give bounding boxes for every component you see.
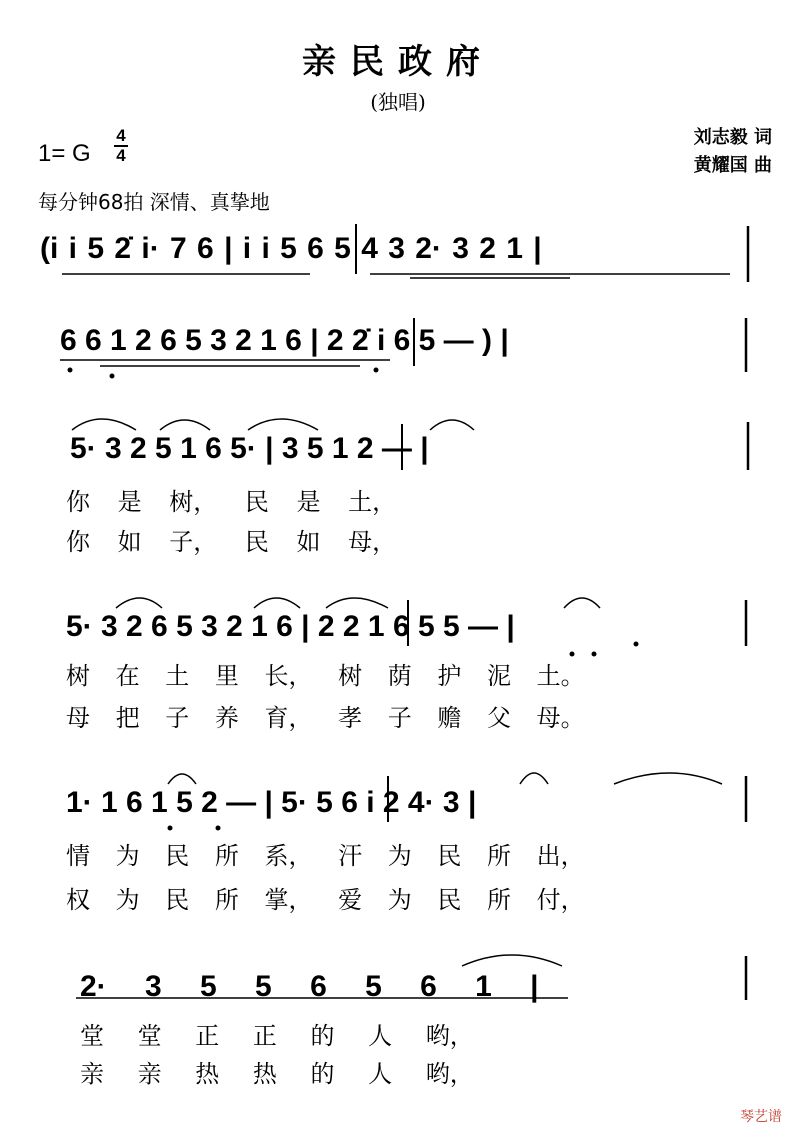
lyric-verse-2: 权 为 民 所 掌， 爱 为 民 所 付， bbox=[66, 886, 585, 914]
time-numerator: 4 bbox=[116, 126, 126, 145]
key-signature: 1= G bbox=[38, 140, 91, 167]
lyric-verse-2: 你 如 子， 民 如 母， bbox=[66, 528, 397, 556]
staff-system-5 bbox=[0, 756, 796, 876]
lyric-verse-1: 你 是 树， 民 是 土， bbox=[66, 488, 397, 516]
staff-system-6 bbox=[0, 940, 796, 1060]
notes-system-2: 6 6 1 2 6 5 3 2 1 6 | 2 2̇ i 6 5 — ) | bbox=[60, 324, 509, 357]
credits bbox=[612, 124, 772, 180]
tempo-marking: 每分钟68拍 深情、真挚地 bbox=[38, 190, 270, 214]
lyric-verse-1: 堂 堂 正 正 的 人 哟， bbox=[80, 1022, 474, 1050]
notes-system-4: 5· 3 2 6 5 3 2 1 6 | 2 2 1 6 5 5 — | bbox=[66, 610, 515, 643]
composer: 黄耀国 曲 bbox=[693, 155, 772, 176]
time-signature bbox=[114, 128, 128, 164]
lyric-verse-2: 母 把 子 养 育， 孝 子 赡 父 母。 bbox=[66, 704, 585, 732]
lyric-verse-1: 情 为 民 所 系， 汗 为 民 所 出， bbox=[66, 842, 585, 870]
staff-system-3 bbox=[0, 402, 796, 522]
lyricist: 刘志毅 词 bbox=[693, 127, 772, 148]
system-3-marks bbox=[0, 402, 796, 462]
time-denominator: 4 bbox=[116, 146, 126, 165]
lyric-verse-2: 亲 亲 热 热 的 人 哟， bbox=[80, 1060, 474, 1088]
song-subtitle: (独唱) bbox=[370, 90, 426, 114]
notes-system-1: (i i 5 2̇ i· 7 6 | i i 5 6 5 4 3 2· 3 2 1 | bbox=[40, 232, 542, 265]
notes-system-5: 1· 1 6 1 5 2 — | 5· 5 6 i 2 4· 3 | bbox=[66, 786, 477, 819]
notes-system-3: 5· 3 2 5 1 6 5· | 3 5 1 2 — | bbox=[70, 432, 429, 465]
lyric-verse-1: 树 在 土 里 长， 树 荫 护 泥 土。 bbox=[66, 662, 585, 690]
watermark-logo: 琴艺谱 bbox=[740, 1109, 782, 1125]
song-title: 亲民政府 bbox=[302, 42, 494, 82]
notes-system-6: 2· 3 5 5 6 5 6 1 | bbox=[80, 970, 539, 1003]
staff-system-4 bbox=[0, 580, 796, 700]
